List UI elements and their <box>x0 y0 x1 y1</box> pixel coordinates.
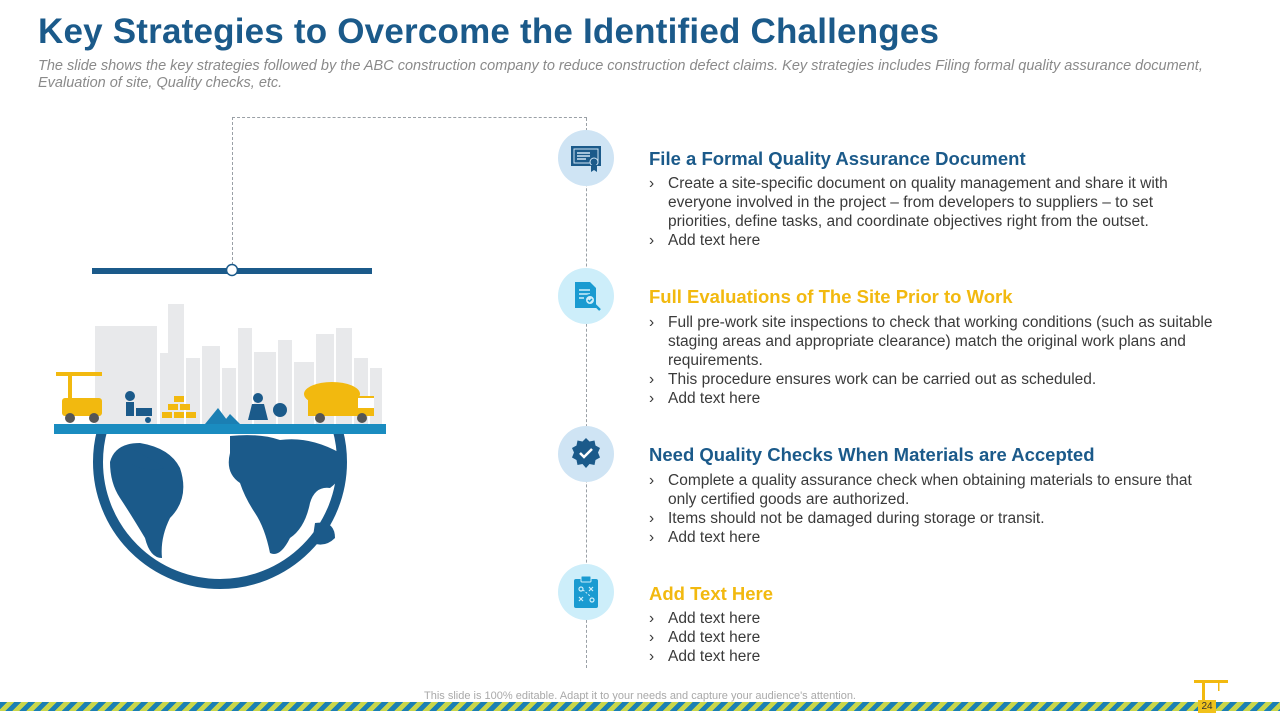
crane-logo-icon <box>1192 678 1232 702</box>
strategy-4-icon-circle <box>558 564 614 620</box>
clipboard-plan-icon <box>572 575 600 609</box>
strategy-3-title: Need Quality Checks When Materials are Accepted <box>649 444 1095 465</box>
strategy-3-icon-circle <box>558 426 614 482</box>
strategy-1-bullets <box>649 174 1219 250</box>
strategy-1-title: File a Formal Quality Assurance Document <box>649 148 1026 169</box>
bullet-item: › Add text here <box>649 609 1219 628</box>
footer-stripe <box>0 702 1280 711</box>
certificate-icon <box>570 143 602 173</box>
strategy-2-icon-circle <box>558 268 614 324</box>
bullet-item: › Full pre-work site inspections to check that working conditions (such as suitable staging areas and appropriate clearance) match the original work plans and requirements. <box>649 313 1219 370</box>
strategy-4-title: Add Text Here <box>649 583 774 604</box>
ground-strip <box>54 424 386 434</box>
bullet-item: › Add text here <box>649 647 1219 666</box>
strategy-2-title: Full Evaluations of The Site Prior to Work <box>649 286 1013 307</box>
strategy-2-bullets <box>649 313 1219 408</box>
connector-bracket <box>232 117 587 270</box>
strategy-3-bullets <box>649 471 1219 547</box>
slide-subtitle: The slide shows the key strategies followed by the ABC construction company to reduce construction defect claims. Key strategies includes Filing formal quality assurance document, Evaluation of site, Quality checks, etc. <box>38 58 1203 91</box>
bullet-item: › Add text here <box>649 389 1219 408</box>
document-search-icon <box>570 280 602 312</box>
bullet-item: › Add text here <box>649 528 1219 547</box>
bar-pivot-icon <box>227 265 238 276</box>
page-number: 24 <box>1198 700 1216 713</box>
bullet-item: › Create a site-specific document on quality management and share it with everyone involved in the project – from developers to suppliers – to set priorities, define tasks, and coordinate objectives right from the outset. <box>649 174 1219 231</box>
bullet-item: › This procedure ensures work can be carried out as scheduled. <box>649 370 1219 389</box>
bullet-item: › Add text here <box>649 231 1219 250</box>
bullet-item: › Complete a quality assurance check when obtaining materials to ensure that only certified goods are authorized. <box>649 471 1219 509</box>
strategy-4-bullets <box>649 609 1219 666</box>
bullet-item: › Add text here <box>649 628 1219 647</box>
bullet-item: › Items should not be damaged during storage or transit. <box>649 509 1219 528</box>
globe-city-illustration <box>50 258 395 598</box>
quality-badge-icon <box>569 437 603 471</box>
slide-title: Key Strategies to Overcome the Identified Challenges <box>38 12 940 51</box>
footer-note: This slide is 100% editable. Adapt it to your needs and capture your audience's attention. <box>424 690 856 702</box>
strategy-1-icon-circle <box>558 130 614 186</box>
